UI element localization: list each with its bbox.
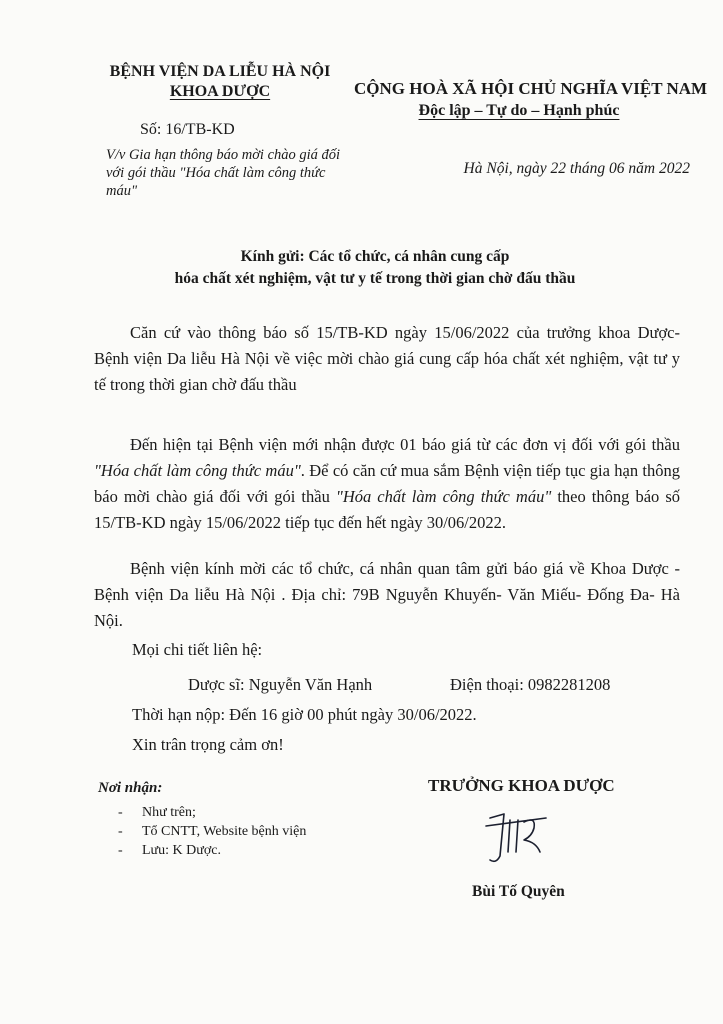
contact-person: Dược sĩ: Nguyễn Văn Hạnh	[188, 675, 373, 694]
document-subject: V/v Gia hạn thông báo mời chào giá đối với gói thầu "Hóa chất làm công thức máu"	[106, 147, 341, 199]
package-name: "Hóa chất làm công thức máu"	[94, 461, 301, 480]
handwritten-signature	[484, 800, 554, 870]
closing-line: Xin trân trọng cảm ơn!	[132, 735, 284, 754]
paragraph-2-part-2: . Để có căn cứ mua sắm Bệnh viện tiếp tục gia hạn thông báo mời chào giá đối với gói thầu	[94, 461, 680, 506]
national-motto: Độc lập – Tự do – Hạnh phúc	[418, 102, 620, 119]
signer-title: TRƯỞNG KHOA DƯỢC	[428, 776, 615, 795]
submission-deadline: Thời hạn nộp: Đến 16 giờ 00 phút ngày 30/06/2022.	[132, 705, 477, 724]
recipient-item: - Lưu: K Dược.	[118, 841, 306, 860]
organization-header	[95, 62, 345, 102]
addressee	[120, 246, 630, 290]
addressee-line-2: hóa chất xét nghiệm, vật tư y tế trong thời gian chờ đấu thầu	[174, 270, 576, 287]
signer-name: Bùi Tố Quyên	[472, 883, 565, 900]
paragraph-2-part-3: theo thông báo số 15/TB-KD ngày 15/06/2022 tiếp tục đến hết ngày 30/06/2022.	[94, 487, 680, 532]
national-header	[354, 78, 708, 121]
recipient-item: - Như trên;	[118, 803, 306, 822]
nation-name: CỘNG HOÀ XÃ HỘI CHỦ NGHĨA VIỆT NAM	[354, 79, 708, 98]
addressee-line-1: Kính gửi: Các tổ chức, cá nhân cung cấp	[240, 248, 510, 265]
recipient-item: - Tổ CNTT, Website bệnh viện	[118, 822, 306, 841]
contact-phone: Điện thoại: 0982281208	[450, 675, 611, 694]
body-paragraph-2	[94, 432, 680, 536]
recipients-title: Nơi nhận:	[98, 780, 163, 796]
contact-intro: Mọi chi tiết liên hệ:	[132, 640, 263, 659]
body-paragraph-3: Bệnh viện kính mời các tổ chức, cá nhân quan tâm gửi báo giá về Khoa Dược - Bệnh viện Da liễu Hà Nội . Địa chỉ: 79B Nguyễn Khuyến- Văn Miếu- Đống Đa- Hà Nội.	[94, 559, 680, 630]
document-number: Số: 16/TB-KD	[140, 121, 235, 138]
recipients-list	[118, 803, 306, 860]
package-name-repeat: "Hóa chất làm công thức máu"	[335, 487, 552, 506]
department-name: KHOA DƯỢC	[169, 83, 271, 100]
body-paragraph-1: Căn cứ vào thông báo số 15/TB-KD ngày 15/06/2022 của trưởng khoa Dược- Bệnh viện Da liễu Hà Nội về việc mời chào giá cung cấp hóa chất xét nghiệm, vật tư y tế trong thời gian chờ đấu thầu	[94, 323, 680, 394]
organization-name: BỆNH VIỆN DA LIỄU HÀ NỘI	[109, 63, 331, 80]
date-line: Hà Nội, ngày 22 tháng 06 năm 2022	[463, 160, 690, 177]
paragraph-2-part-1: Đến hiện tại Bệnh viện mới nhận được 01 báo giá từ các đơn vị đối với gói thầu	[130, 435, 680, 454]
